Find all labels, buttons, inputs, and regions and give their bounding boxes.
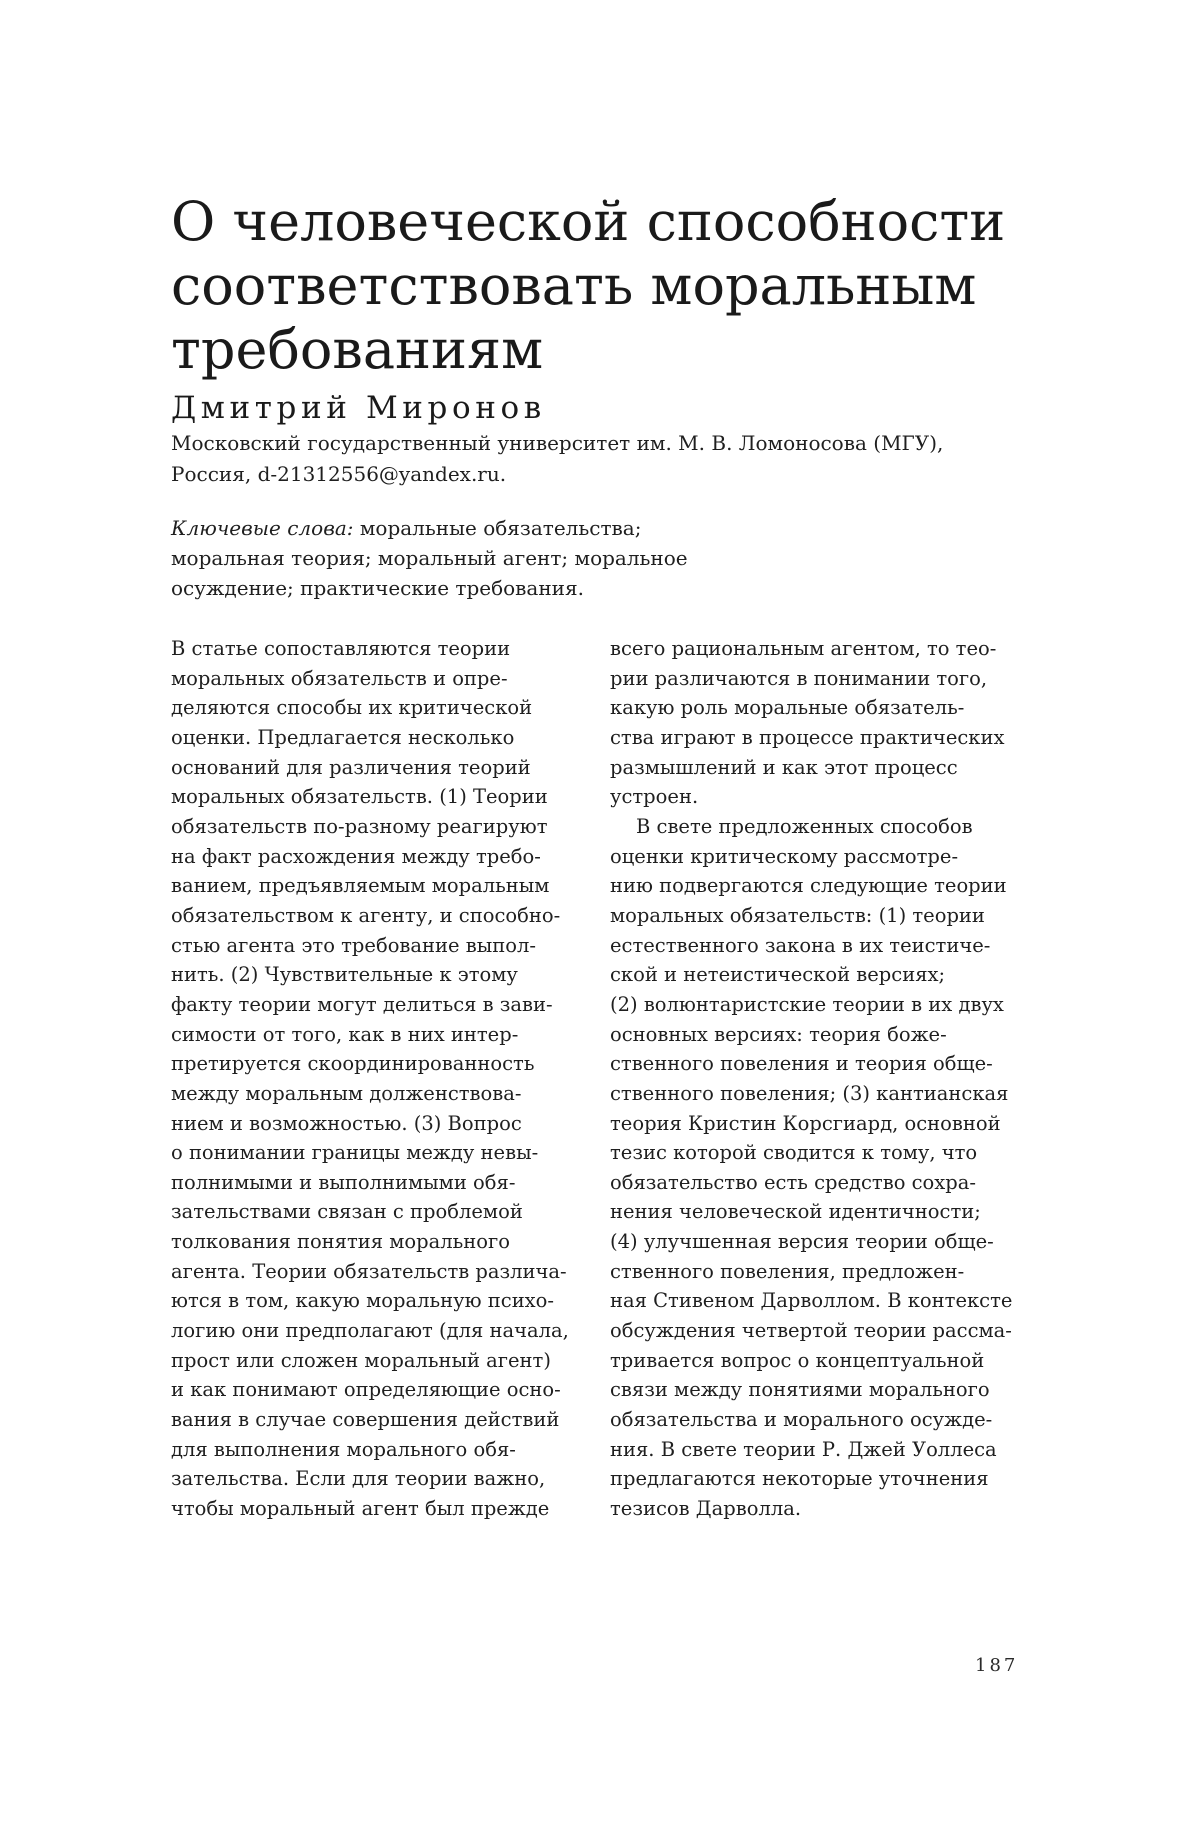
abstract-line: на факт расхождения между требо- xyxy=(171,844,541,868)
abstract-line: обсуждения четвертой теории рассма- xyxy=(610,1319,1012,1343)
abstract-line: ства играют в процессе практических xyxy=(610,725,1005,749)
abstract-line: ния. В свете теории Р. Джей Уоллеса xyxy=(610,1437,997,1461)
abstract-line: обязательство есть средство сохра- xyxy=(610,1170,976,1194)
affiliation-line: Московский государственный университет им. М. В. Ломоносова (МГУ), xyxy=(171,431,944,455)
abstract-line: зательствами связан с проблемой xyxy=(171,1200,523,1224)
keywords-line xyxy=(171,513,731,543)
abstract-line: обязательством к агенту, и способно- xyxy=(171,903,561,927)
abstract-line: оснований для различения теорий xyxy=(171,755,531,779)
article-title xyxy=(171,190,1051,382)
abstract-line: рии различаются в понимании того, xyxy=(610,666,988,690)
abstract-line: претируется скоординированность xyxy=(171,1052,535,1076)
title-line: соответствовать моральным xyxy=(171,254,977,317)
abstract-line: толкования понятия морального xyxy=(171,1230,510,1254)
abstract-right-column xyxy=(610,634,1030,1524)
author-affiliation xyxy=(171,428,1051,490)
abstract-line: факту теории могут делиться в зави- xyxy=(171,992,553,1016)
abstract-line: вания в случае совершения действий xyxy=(171,1408,560,1432)
abstract-line: прост или сложен моральный агент) xyxy=(171,1348,551,1372)
abstract-line: всего рациональным агентом, то тео- xyxy=(610,637,997,660)
abstract-line: для выполнения морального обя- xyxy=(171,1437,516,1461)
abstract-line: ванием, предъявляемым моральным xyxy=(171,874,550,898)
abstract-line: оценки. Предлагается несколько xyxy=(171,725,515,749)
abstract-line: ются в том, какую моральную психо- xyxy=(171,1289,555,1313)
keywords-line: моральная теория; моральный агент; моральное xyxy=(171,546,688,570)
abstract-line: теория Кристин Корсгиард, основной xyxy=(610,1111,1001,1135)
abstract-line: устроен. xyxy=(610,785,699,809)
keywords-text: моральные обязательства; xyxy=(353,516,642,540)
abstract-line: ственного повеления и теория обще- xyxy=(610,1052,993,1076)
abstract-line: ской и нетеистической версиях; xyxy=(610,963,946,987)
abstract-line: обязательств по-разному реагируют xyxy=(171,814,548,838)
abstract-line: нию подвергаются следующие теории xyxy=(610,874,1007,898)
abstract-line: чтобы моральный агент был прежде xyxy=(171,1497,550,1521)
abstract-line: ственного повеления, предложен- xyxy=(610,1259,965,1283)
abstract-line: между моральным долженствова- xyxy=(171,1081,522,1105)
abstract-line: зательства. Если для теории важно, xyxy=(171,1467,546,1491)
abstract-line: оценки критическому рассмотре- xyxy=(610,844,959,868)
abstract-line: и как понимают определяющие осно- xyxy=(171,1378,561,1402)
abstract-line: тезисов Дарволла. xyxy=(610,1497,802,1521)
abstract-line: размышлений и как этот процесс xyxy=(610,755,958,779)
abstract-line: В статье сопоставляются теории xyxy=(171,637,511,660)
keywords-line: осуждение; практические требования. xyxy=(171,576,584,600)
keywords-block xyxy=(171,513,731,603)
abstract-line: (4) улучшенная версия теории обще- xyxy=(610,1230,994,1254)
abstract-line: обязательства и морального осужде- xyxy=(610,1408,993,1432)
abstract-line: агента. Теории обязательств различа- xyxy=(171,1259,567,1283)
abstract-line: о понимании границы между невы- xyxy=(171,1141,539,1165)
abstract-line: моральных обязательств. (1) Теории xyxy=(171,785,548,809)
abstract-line: естественного закона в их теистиче- xyxy=(610,933,991,957)
abstract-line: нения человеческой идентичности; xyxy=(610,1200,981,1224)
affiliation-line: Россия, d-21312556@yandex.ru. xyxy=(171,462,507,486)
abstract-line: связи между понятиями морального xyxy=(610,1378,990,1402)
abstract-line: (2) волюнтаристские теории в их двух xyxy=(610,992,1004,1016)
abstract-line: какую роль моральные обязатель- xyxy=(610,696,965,720)
keywords-label: Ключевые слова: xyxy=(171,516,354,540)
author-name: Дмитрий Миронов xyxy=(171,390,546,426)
abstract-line: симости от того, как в них интер- xyxy=(171,1022,519,1046)
page-number: 187 xyxy=(975,1655,1019,1676)
title-line: О человеческой способности xyxy=(171,190,1006,253)
abstract-line: стью агента это требование выпол- xyxy=(171,933,536,957)
abstract-left-column xyxy=(171,634,571,1524)
abstract-line: тривается вопрос о концептуальной xyxy=(610,1348,985,1372)
abstract-line: нить. (2) Чувствительные к этому xyxy=(171,963,518,987)
abstract-line: основных версиях: теория боже- xyxy=(610,1022,947,1046)
abstract-line: тезис которой сводится к тому, что xyxy=(610,1141,978,1165)
abstract-line: моральных обязательств: (1) теории xyxy=(610,903,985,927)
abstract-line: полнимыми и выполнимыми обя- xyxy=(171,1170,516,1194)
abstract-line: нием и возможностью. (3) Вопрос xyxy=(171,1111,522,1135)
abstract-line: ственного повеления; (3) кантианская xyxy=(610,1081,1009,1105)
abstract-line: деляются способы их критической xyxy=(171,696,533,720)
title-line: требованиям xyxy=(171,318,544,381)
abstract-line: В свете предложенных способов xyxy=(636,814,973,838)
abstract-line: моральных обязательств и опре- xyxy=(171,666,508,690)
abstract-line: предлагаются некоторые уточнения xyxy=(610,1467,989,1491)
abstract-line: логию они предполагают (для начала, xyxy=(171,1319,569,1343)
abstract-line: ная Стивеном Дарволлом. В контексте xyxy=(610,1289,1013,1313)
